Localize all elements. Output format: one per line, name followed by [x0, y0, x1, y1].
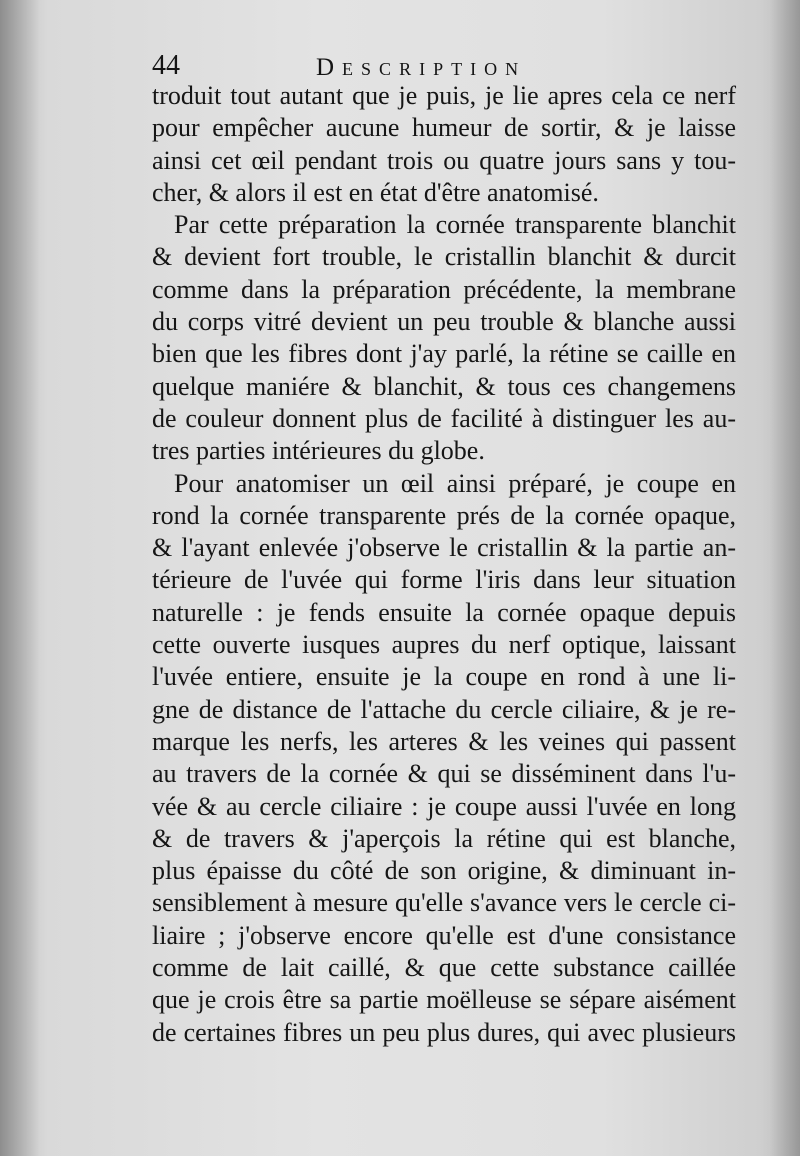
text-line: au travers de la cornée & qui se disséminent dans l'u-	[152, 759, 736, 789]
text-line: marque les nerfs, les arteres & les veines qui passent	[152, 726, 736, 756]
gutter-shadow	[0, 0, 40, 1156]
text-line: bien que les fibres dont j'ay parlé, la rétine se caille en	[152, 339, 736, 369]
edge-shadow	[770, 0, 800, 1156]
text-line: comme dans la préparation précédente, la membrane	[152, 274, 736, 304]
text-line: pour empêcher aucune humeur de sortir, & je laisse	[152, 113, 736, 143]
text-line: de certaines fibres un peu plus dures, qui avec plusieurs	[152, 1017, 736, 1047]
paragraph-3	[152, 468, 736, 1049]
text-line: & de travers & j'aperçois la rétine qui est blanche,	[152, 823, 736, 853]
text-line: vée & au cercle ciliaire : je coupe aussi l'uvée en long	[152, 791, 736, 821]
text-line: l'uvée entiere, ensuite je la coupe en rond à une li-	[152, 662, 736, 692]
text-line: Par cette préparation la cornée transparente blanchit	[174, 210, 736, 240]
text-line: de couleur donnent plus de facilité à distinguer les au-	[152, 403, 736, 433]
text-line: plus épaisse du côté de son origine, & diminuant in-	[152, 856, 736, 886]
text-line: que je crois être sa partie moëlleuse se sépare aisément	[152, 985, 736, 1015]
text-line: tres parties intérieures du globe.	[152, 436, 485, 466]
text-line: cher, & alors il est en état d'être anatomisé.	[152, 177, 599, 207]
text-line: comme de lait caillé, & que cette substance caillée	[152, 953, 736, 983]
text-line: du corps vitré devient un peu trouble & blanche aussi	[152, 307, 736, 337]
text-line: cette ouverte iusques aupres du nerf optique, laissant	[152, 630, 736, 660]
text-line: naturelle : je fends ensuite la cornée opaque depuis	[152, 597, 736, 627]
paragraph-2	[152, 209, 736, 467]
text-line: & l'ayant enlevée j'observe le cristallin & la partie an-	[152, 533, 736, 563]
text-line: térieure de l'uvée qui forme l'iris dans leur situation	[152, 565, 736, 595]
text-line: & devient fort trouble, le cristallin blanchit & durcit	[152, 242, 736, 272]
text-line: sensiblement à mesure qu'elle s'avance vers le cercle ci-	[152, 888, 736, 918]
text-line: Pour anatomiser un œil ainsi préparé, je coupe en	[174, 468, 736, 498]
page-number: 44	[152, 50, 180, 81]
body-text	[152, 80, 736, 1049]
text-line: ainsi cet œil pendant trois ou quatre jours sans y tou-	[152, 145, 736, 175]
text-line: gne de distance de l'attache du cercle ciliaire, & je re-	[152, 694, 736, 724]
text-line: quelque maniére & blanchit, & tous ces changemens	[152, 371, 736, 401]
paragraph-1	[152, 80, 736, 209]
text-line: rond la cornée transparente prés de la cornée opaque,	[152, 500, 736, 530]
running-head: Description	[316, 54, 527, 81]
text-line: troduit tout autant que je puis, je lie apres cela ce nerf	[152, 81, 736, 110]
text-line: liaire ; j'observe encore qu'elle est d'une consistance	[152, 920, 736, 950]
